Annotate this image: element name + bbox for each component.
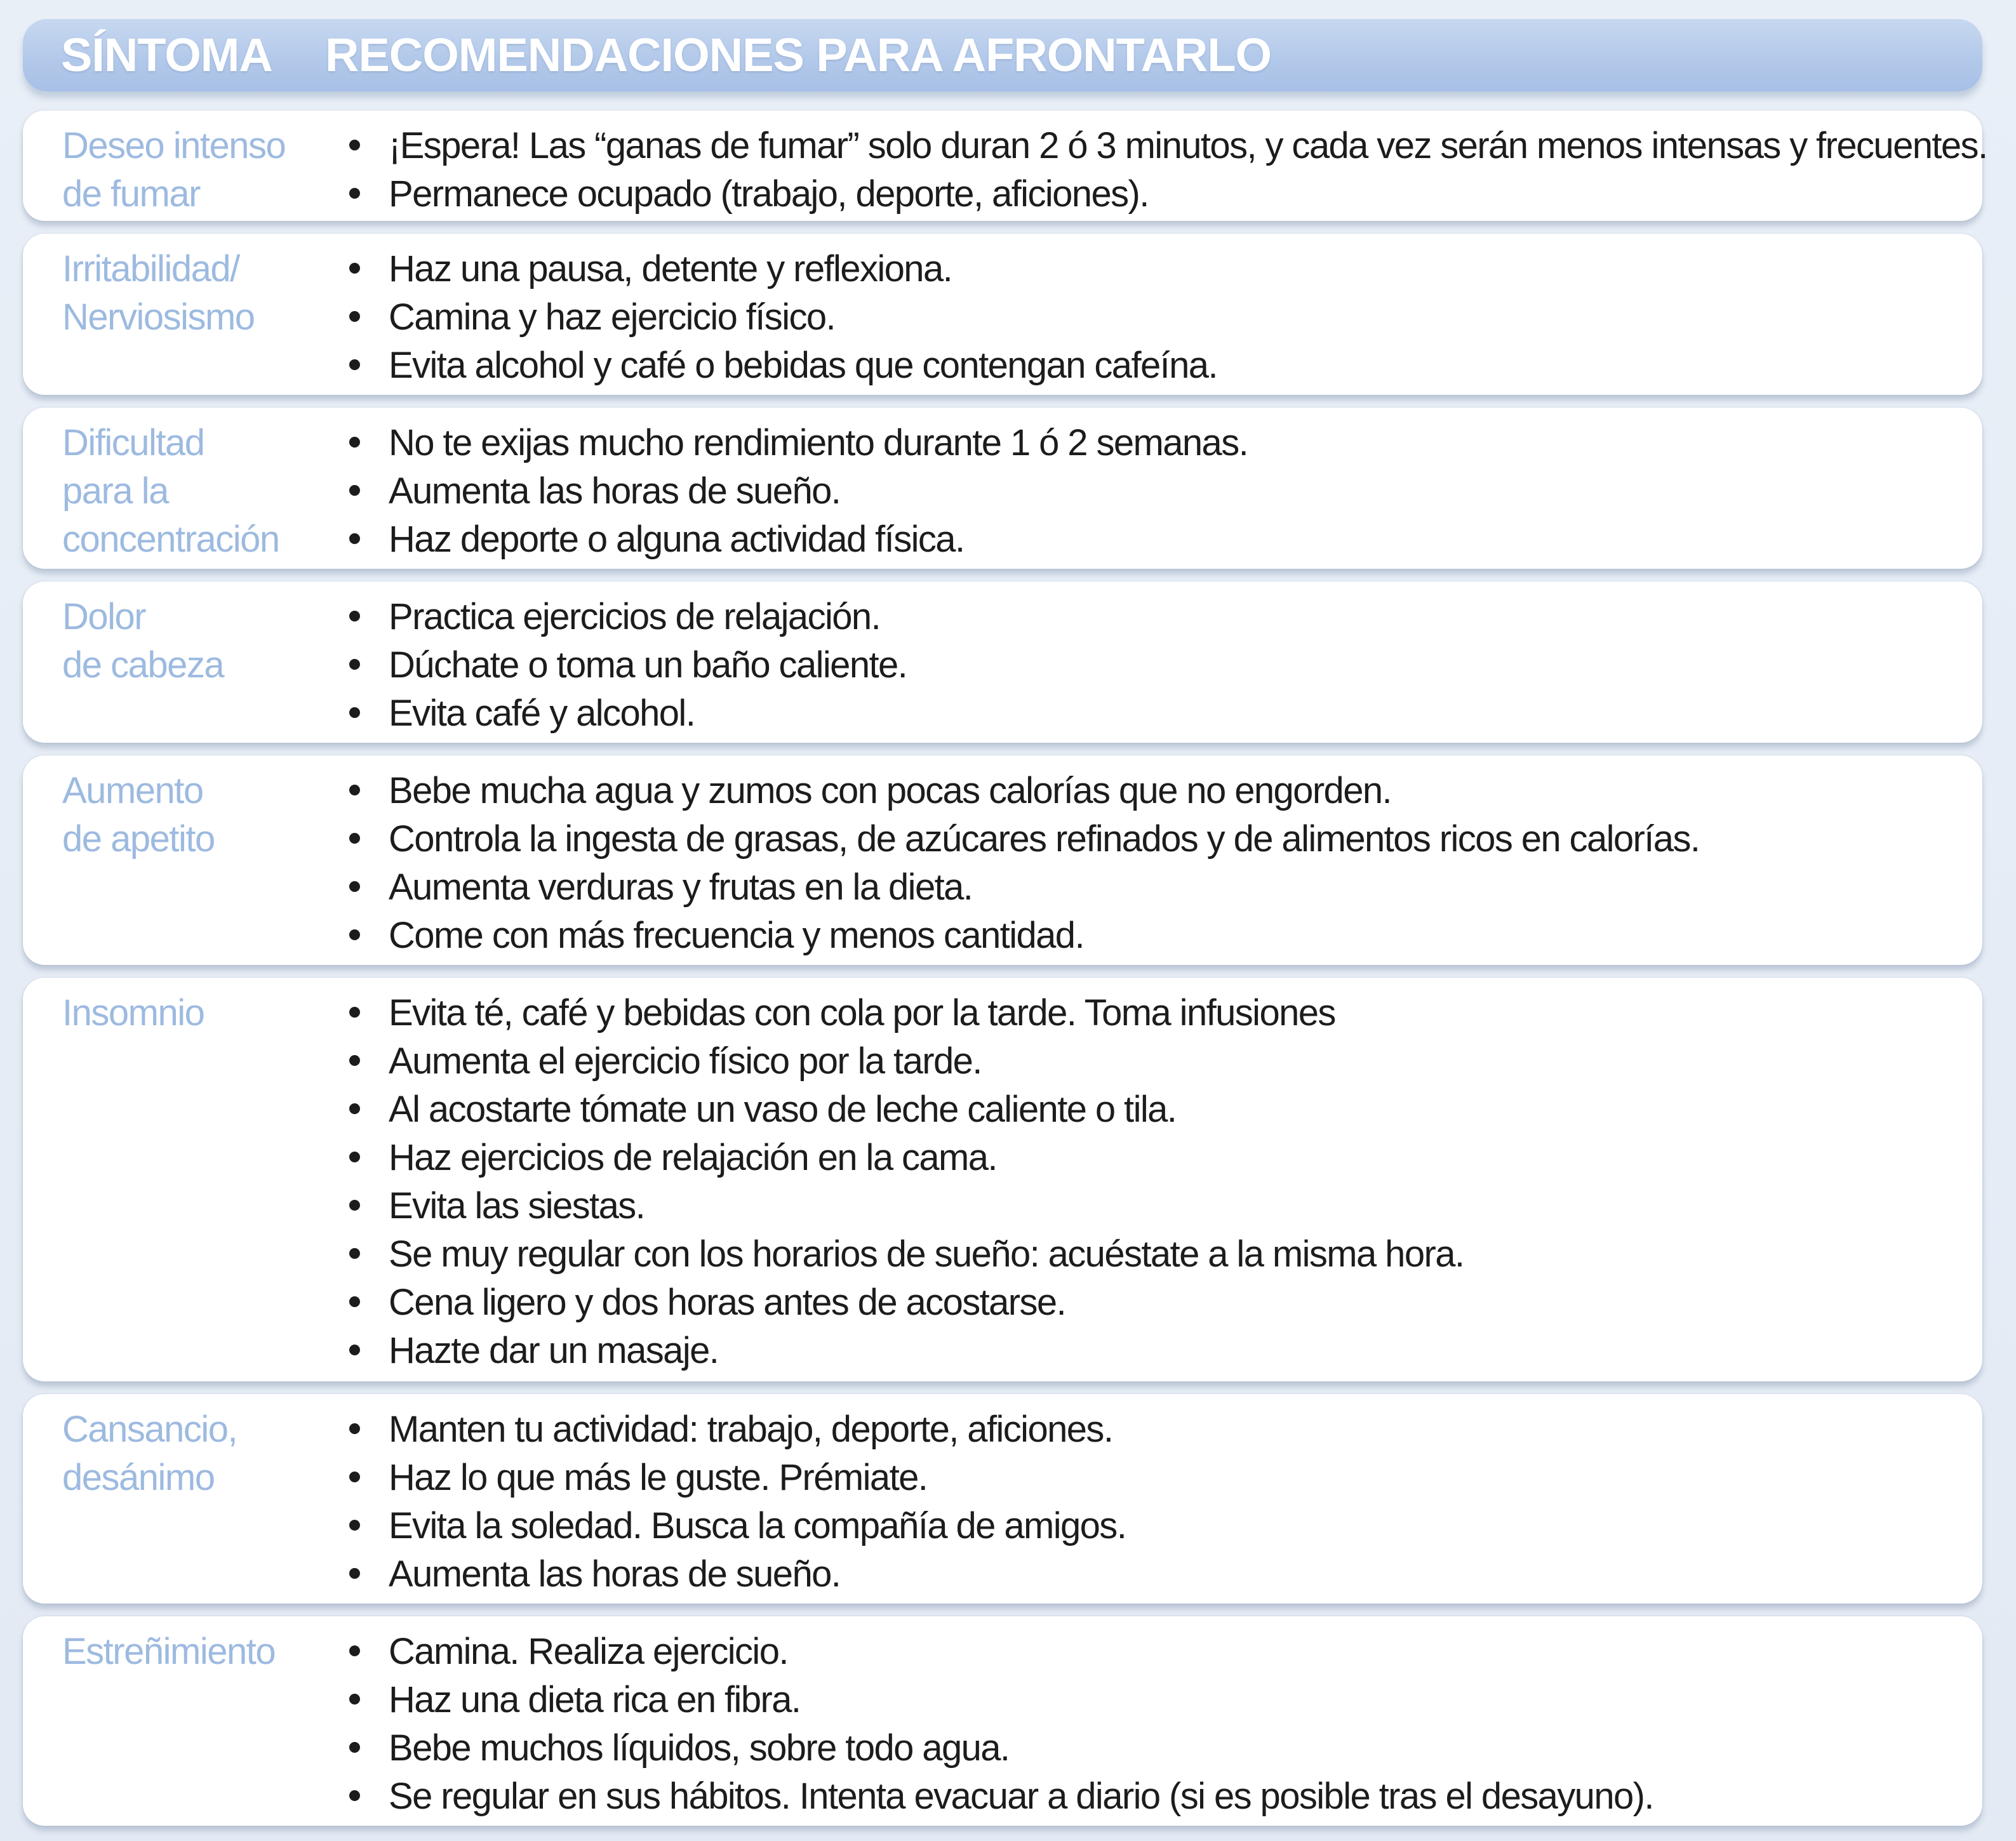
recommendation-text: Aumenta el ejercicio físico por la tarde. — [389, 1040, 982, 1082]
recommendation-item — [325, 1628, 1653, 1676]
recommendation-text: Evita alcohol y café o bebidas que contengan cafeína. — [389, 345, 1217, 386]
recommendation-item — [325, 342, 1217, 390]
bullet-icon — [349, 1345, 360, 1355]
bullet-icon — [349, 311, 360, 322]
recommendation-item — [325, 467, 1248, 515]
recommendation-list — [325, 419, 1248, 564]
recommendation-text: Controla la ingesta de grasas, de azúcares refinados y de alimentos ricos en calorías. — [389, 818, 1700, 860]
symptom-name — [62, 989, 329, 1037]
recommendation-item — [325, 863, 1699, 912]
recommendation-text: Evita té, café y bebidas con cola por la tarde. Toma infusiones — [389, 992, 1335, 1033]
recommendation-item — [325, 1086, 1464, 1134]
recommendation-text: Haz deporte o alguna actividad física. — [389, 519, 965, 560]
symptom-name-line: de fumar — [62, 173, 200, 215]
recommendation-text: Dúchate o toma un baño caliente. — [389, 644, 907, 686]
table-row — [23, 234, 1982, 395]
recommendation-text: Come con más frecuencia y menos cantidad. — [389, 915, 1084, 956]
recommendation-item — [325, 1279, 1464, 1327]
bullet-icon — [349, 188, 360, 199]
recommendation-item — [325, 1134, 1464, 1182]
symptom-name-line: Estreñimiento — [62, 1631, 276, 1672]
recommendation-text: Evita la soledad. Busca la compañía de amigos. — [389, 1505, 1126, 1546]
bullet-icon — [349, 1568, 360, 1579]
bullet-icon — [349, 881, 360, 892]
recommendation-text: Practica ejercicios de relajación. — [389, 596, 881, 637]
recommendation-text: Camina y haz ejercicio físico. — [389, 296, 836, 338]
recommendation-list — [325, 245, 1217, 390]
recommendation-item — [325, 1037, 1464, 1086]
recommendation-item — [325, 170, 1987, 218]
recommendation-text: Al acostarte tómate un vaso de leche caliente o tila. — [389, 1089, 1177, 1130]
bullet-icon — [349, 1248, 360, 1259]
recommendation-text: Evita las siestas. — [389, 1185, 645, 1226]
bullet-icon — [349, 1520, 360, 1531]
table-row — [23, 1616, 1982, 1826]
bullet-icon — [349, 485, 360, 496]
symptom-name — [62, 767, 329, 863]
bullet-icon — [349, 1007, 360, 1018]
bullet-icon — [349, 1152, 360, 1162]
recommendation-text: Se regular en sus hábitos. Intenta evacuar a diario (si es posible tras el desayuno). — [389, 1776, 1653, 1817]
recommendation-item — [325, 1182, 1464, 1230]
symptom-name-line: Dificultad — [62, 422, 204, 463]
recommendation-text: Bebe muchos líquidos, sobre todo agua. — [389, 1727, 1010, 1769]
table-header — [23, 19, 1982, 91]
recommendation-text: Haz una dieta rica en fibra. — [389, 1679, 801, 1720]
symptom-name-line: Insomnio — [62, 992, 204, 1033]
bullet-icon — [349, 1055, 360, 1066]
table-row — [23, 755, 1982, 965]
recommendation-item — [325, 293, 1217, 342]
symptom-name — [62, 1628, 329, 1676]
recommendation-item — [325, 122, 1987, 170]
recommendation-text: Permanece ocupado (trabajo, deporte, aficiones). — [389, 173, 1149, 215]
symptom-name-line: de cabeza — [62, 644, 224, 686]
symptom-name-line: Aumento — [62, 770, 203, 811]
symptom-name — [62, 122, 329, 218]
symptom-name — [62, 1406, 329, 1502]
bullet-icon — [349, 707, 360, 718]
recommendation-text: ¡Espera! Las “ganas de fumar” solo duran 2 ó 3 minutos, y cada vez serán menos intensas y frecuentes. — [389, 125, 1987, 166]
recommendation-text: Haz una pausa, detente y reflexiona. — [389, 248, 952, 289]
recommendation-item — [325, 1550, 1126, 1598]
symptom-name-line: para la — [62, 470, 168, 512]
recommendation-item — [325, 1724, 1653, 1772]
recommendation-item — [325, 767, 1699, 815]
recommendation-item — [325, 689, 907, 738]
table-row — [23, 582, 1982, 743]
recommendation-item — [325, 1327, 1464, 1375]
bullet-icon — [349, 437, 360, 448]
recommendation-item — [325, 1772, 1653, 1821]
bullet-icon — [349, 140, 360, 150]
recommendation-text: Aumenta las horas de sueño. — [389, 1553, 841, 1595]
recommendation-text: Haz ejercicios de relajación en la cama. — [389, 1137, 997, 1178]
recommendation-item — [325, 245, 1217, 293]
bullet-icon — [349, 1694, 360, 1705]
bullet-icon — [349, 533, 360, 544]
bullet-icon — [349, 1645, 360, 1656]
recommendation-text: Camina. Realiza ejercicio. — [389, 1631, 788, 1672]
bullet-icon — [349, 1423, 360, 1434]
header-symptom-label: SÍNTOMA — [61, 29, 272, 81]
table-row — [23, 978, 1982, 1381]
recommendation-text: Evita café y alcohol. — [389, 693, 695, 734]
recommendation-item — [325, 1454, 1126, 1502]
recommendation-text: Bebe mucha agua y zumos con pocas calorías que no engorden. — [389, 770, 1392, 811]
recommendation-text: Hazte dar un masaje. — [389, 1330, 719, 1371]
symptom-name-line: concentración — [62, 519, 279, 560]
recommendation-text: Manten tu actividad: trabajo, deporte, aficiones. — [389, 1409, 1113, 1450]
recommendation-list — [325, 593, 907, 738]
recommendation-text: Aumenta verduras y frutas en la dieta. — [389, 867, 973, 908]
table-row — [23, 110, 1987, 221]
symptom-name-line: desánimo — [62, 1457, 215, 1498]
bullet-icon — [349, 263, 360, 274]
symptom-name-line: Nerviosismo — [62, 296, 255, 338]
recommendation-list — [325, 122, 1987, 218]
symptom-name-line: Dolor — [62, 596, 146, 637]
symptom-name-line: Irritabilidad/ — [62, 248, 239, 289]
bullet-icon — [349, 1742, 360, 1753]
symptom-name-line: de apetito — [62, 818, 215, 860]
recommendation-item — [325, 515, 1248, 564]
recommendation-text: Cena ligero y dos horas antes de acostarse. — [389, 1282, 1066, 1323]
header-recommendations-label: RECOMENDACIONES PARA AFRONTARLO — [325, 29, 1272, 81]
table-row — [23, 1394, 1982, 1604]
bullet-icon — [349, 1200, 360, 1211]
recommendation-item — [325, 419, 1248, 467]
recommendation-text: Aumenta las horas de sueño. — [389, 470, 841, 512]
recommendation-list — [325, 1628, 1653, 1821]
symptom-name — [62, 593, 329, 689]
bullet-icon — [349, 785, 360, 795]
bullet-icon — [349, 929, 360, 940]
recommendation-item — [325, 1676, 1653, 1724]
bullet-icon — [349, 1472, 360, 1482]
symptom-name-line: Cansancio, — [62, 1409, 237, 1450]
recommendation-text: No te exijas mucho rendimiento durante 1 ó 2 semanas. — [389, 422, 1248, 463]
table-row — [23, 408, 1982, 569]
recommendation-item — [325, 593, 907, 641]
recommendation-list — [325, 1406, 1126, 1598]
symptom-name-line: Deseo intenso — [62, 125, 286, 166]
symptom-name — [62, 245, 329, 342]
recommendation-text: Haz lo que más le guste. Prémiate. — [389, 1457, 928, 1498]
recommendation-item — [325, 912, 1699, 960]
recommendation-item — [325, 1230, 1464, 1279]
bullet-icon — [349, 359, 360, 370]
bullet-icon — [349, 1296, 360, 1307]
recommendation-item — [325, 1502, 1126, 1550]
bullet-icon — [349, 1790, 360, 1801]
bullet-icon — [349, 1103, 360, 1114]
table-body — [23, 110, 1987, 1838]
recommendation-item — [325, 815, 1699, 863]
bullet-icon — [349, 611, 360, 621]
bullet-icon — [349, 833, 360, 844]
recommendation-item — [325, 641, 907, 689]
recommendation-list — [325, 767, 1699, 960]
recommendation-item — [325, 1406, 1126, 1454]
symptom-name — [62, 419, 329, 564]
recommendation-text: Se muy regular con los horarios de sueño: acuéstate a la misma hora. — [389, 1233, 1464, 1275]
recommendation-item — [325, 989, 1464, 1037]
recommendation-list — [325, 989, 1464, 1375]
bullet-icon — [349, 659, 360, 670]
